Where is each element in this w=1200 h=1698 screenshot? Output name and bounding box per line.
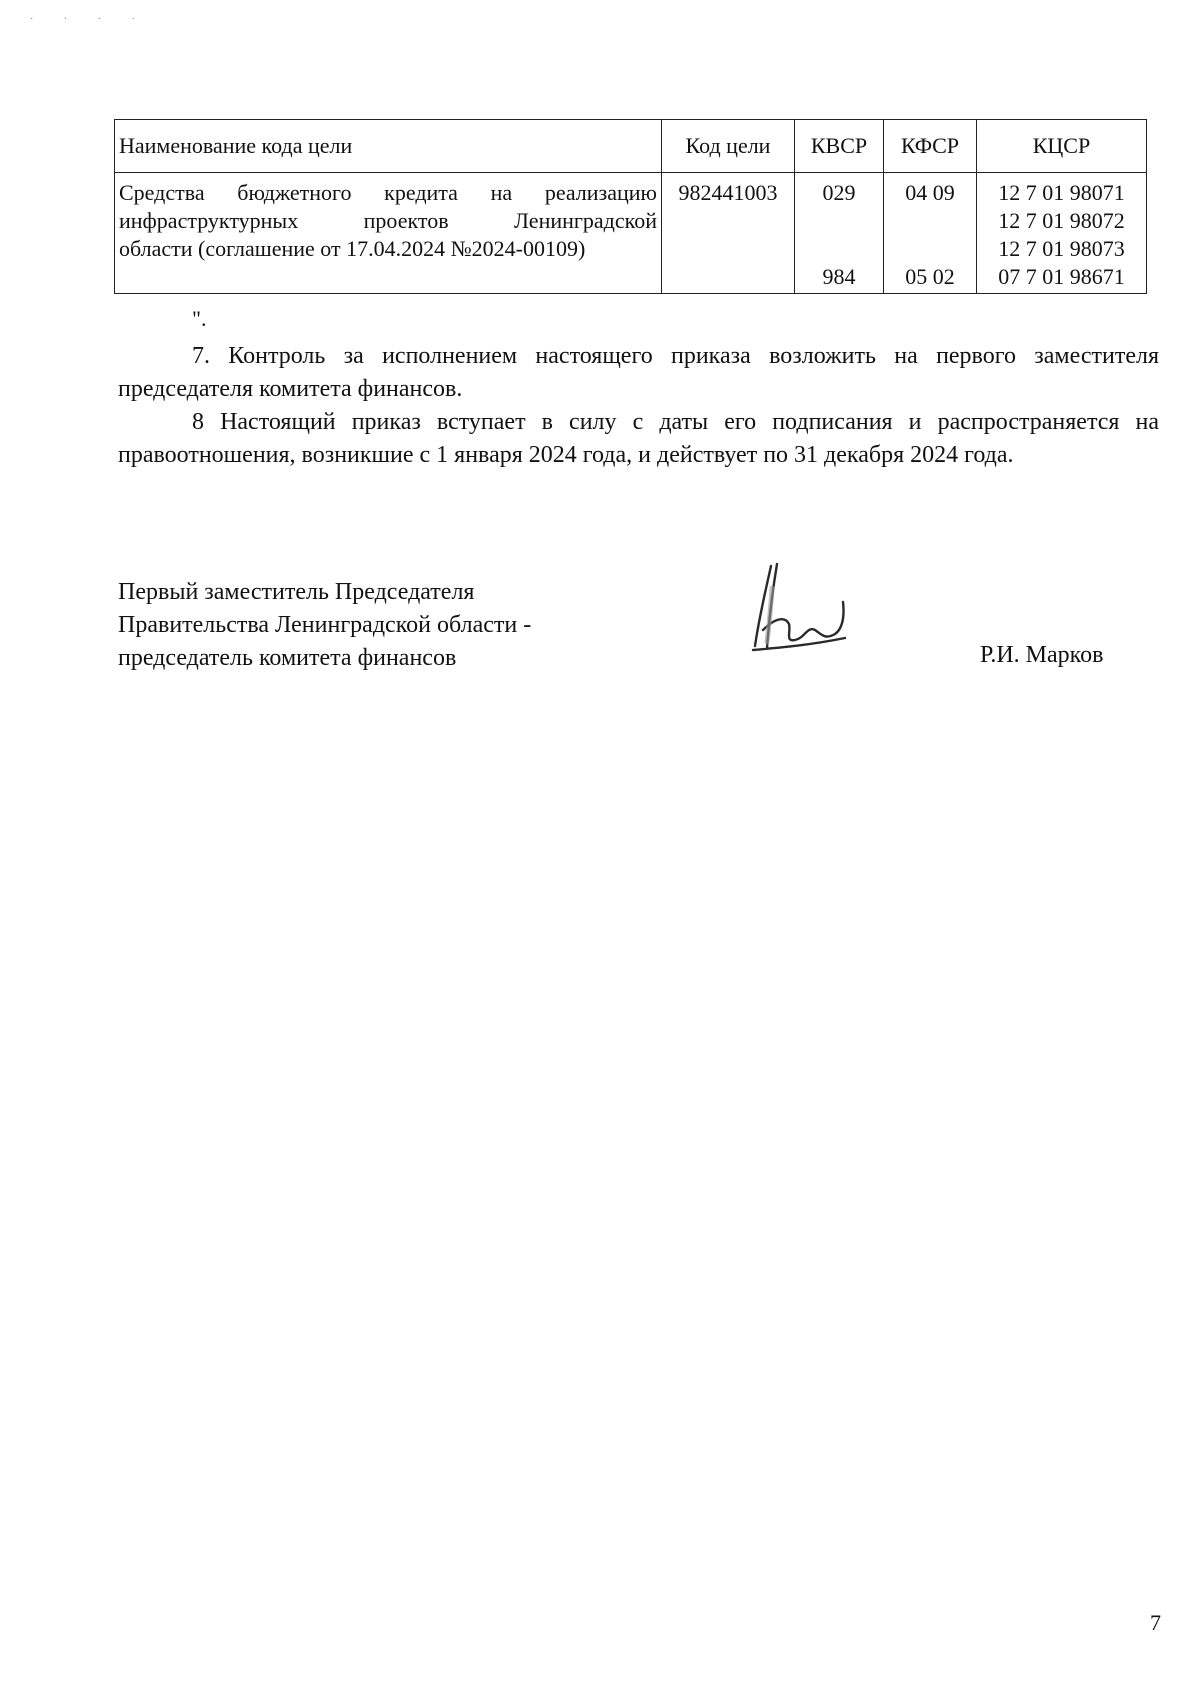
paragraph-7-text: 7. Контроль за исполнением настоящего приказа возложить на первого заместителя председателя комитета финансов. — [118, 343, 1159, 402]
cell-kvsr — [795, 173, 884, 294]
paragraph-7 — [118, 340, 1159, 406]
closing-quote: ". — [192, 306, 207, 331]
handwritten-signature — [745, 558, 855, 658]
kfsr-value: 04 09 — [905, 180, 955, 205]
header-goal-name: Наименование кода цели — [115, 120, 662, 173]
scan-corner-marks: · · · · — [30, 14, 149, 25]
table-header-row — [115, 120, 1147, 173]
kfsr-value — [888, 207, 972, 235]
kcsr-value: 12 7 01 98072 — [998, 208, 1125, 233]
codes-table — [114, 119, 1147, 294]
page-number: 7 — [1150, 1610, 1161, 1635]
signatory-line: Первый заместитель Председателя — [118, 579, 475, 605]
header-kfsr: КФСР — [884, 120, 977, 173]
signatory-line: Правительства Ленинградской области - — [118, 612, 532, 638]
cell-kcsr — [977, 173, 1147, 294]
kvsr-value — [799, 235, 879, 263]
cell-goal-code — [662, 173, 795, 294]
kcsr-value: 12 7 01 98071 — [998, 180, 1125, 205]
goal-name-line: области (соглашение от 17.04.2024 №2024-00109) — [119, 236, 586, 261]
kfsr-value — [888, 235, 972, 263]
signatory-line: председатель комитета финансов — [118, 645, 457, 671]
signatory-title — [118, 576, 678, 675]
cell-kfsr — [884, 173, 977, 294]
kvsr-value: 984 — [822, 264, 856, 289]
header-goal-code: Код цели — [662, 120, 795, 173]
kfsr-value: 05 02 — [905, 264, 955, 289]
goal-code-value: 982441003 — [678, 180, 778, 205]
table-row — [115, 173, 1147, 294]
header-kvsr: КВСР — [795, 120, 884, 173]
goal-name-line: инфраструктурных проектов Ленинградской — [119, 208, 657, 233]
paragraph-8-text: 8 Настоящий приказ вступает в силу с даты его подписания и распространяется на правоотношения, возникшие с 1 января 2024 года, и действует по 31 декабря 2024 года. — [118, 409, 1159, 468]
cell-goal-name — [115, 173, 662, 294]
kvsr-value — [799, 207, 879, 235]
kvsr-value: 029 — [822, 180, 856, 205]
header-kcsr: КЦСР — [977, 120, 1147, 173]
paragraph-8 — [118, 406, 1159, 472]
signer-name: Р.И. Марков — [980, 642, 1104, 668]
kcsr-value: 07 7 01 98671 — [998, 264, 1125, 289]
goal-name-line: Средства бюджетного кредита на реализацию — [119, 180, 657, 205]
kcsr-value: 12 7 01 98073 — [998, 236, 1125, 261]
